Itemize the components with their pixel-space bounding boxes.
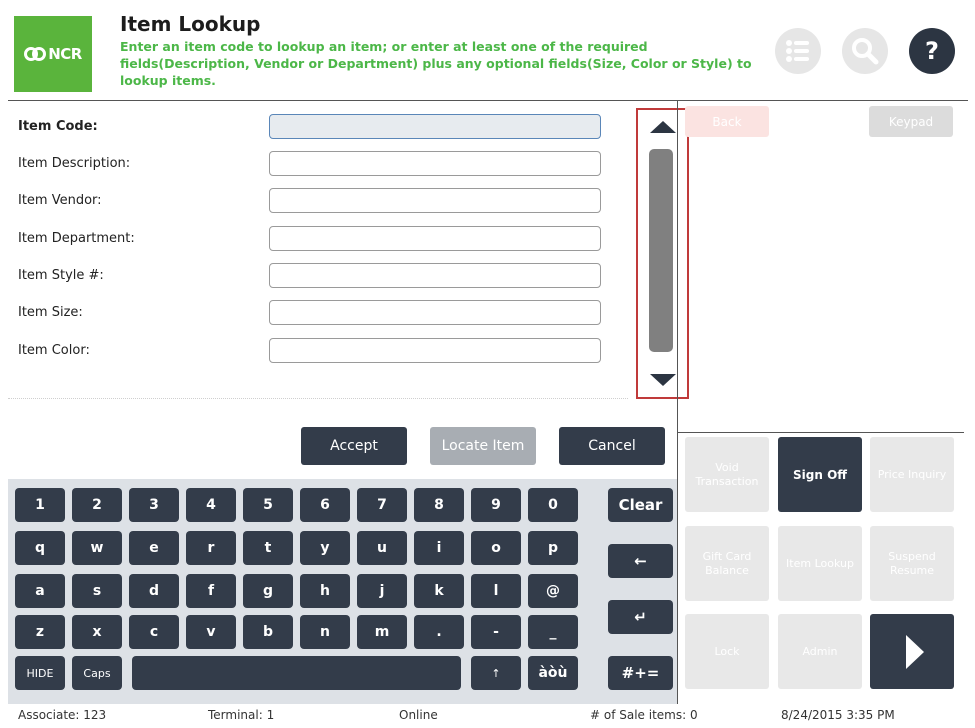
key-k[interactable]: k <box>414 574 464 608</box>
scroll-up-icon[interactable] <box>650 121 676 133</box>
key-dash[interactable]: - <box>471 615 521 649</box>
item-color-row <box>18 338 608 364</box>
shift-icon: ↑ <box>491 666 501 680</box>
price-inquiry-button[interactable]: Price Inquiry <box>870 437 954 512</box>
form-scrollbar <box>636 108 689 399</box>
item-size-label: Item Size: <box>18 305 83 320</box>
item-vendor-input[interactable] <box>269 188 601 213</box>
key-r[interactable]: r <box>186 531 236 565</box>
key-9[interactable]: 9 <box>471 488 521 522</box>
ncr-logo-mark <box>24 45 82 63</box>
lock-button[interactable]: Lock <box>685 614 769 689</box>
key-u[interactable]: u <box>357 531 407 565</box>
key-v[interactable]: v <box>186 615 236 649</box>
item-code-row <box>18 114 608 140</box>
item-description-input[interactable] <box>269 151 601 176</box>
key-s[interactable]: s <box>72 574 122 608</box>
ncr-logo <box>14 16 92 92</box>
page-title: Item Lookup <box>120 12 261 36</box>
item-color-input[interactable] <box>269 338 601 363</box>
panel-divider <box>677 101 678 704</box>
key-b[interactable]: b <box>243 615 293 649</box>
admin-button[interactable]: Admin <box>778 614 862 689</box>
accents-key[interactable]: àòù <box>528 656 578 690</box>
item-style-input[interactable] <box>269 263 601 288</box>
key-underscore[interactable]: _ <box>528 615 578 649</box>
key-q[interactable]: q <box>15 531 65 565</box>
next-page-button[interactable] <box>870 614 954 689</box>
item-description-row <box>18 151 608 177</box>
form-divider <box>8 398 628 399</box>
sign-off-button[interactable]: Sign Off <box>778 437 862 512</box>
key-f[interactable]: f <box>186 574 236 608</box>
key-e[interactable]: e <box>129 531 179 565</box>
key-d[interactable]: d <box>129 574 179 608</box>
backspace-icon: ← <box>634 552 647 570</box>
shift-key[interactable] <box>471 656 521 690</box>
key-5[interactable]: 5 <box>243 488 293 522</box>
key-period[interactable]: . <box>414 615 464 649</box>
key-i[interactable]: i <box>414 531 464 565</box>
item-style-row <box>18 263 608 289</box>
item-lookup-button[interactable]: Item Lookup <box>778 526 862 601</box>
list-menu-button[interactable] <box>775 28 821 74</box>
key-c[interactable]: c <box>129 615 179 649</box>
instructions-text: Enter an item code to lookup an item; or enter at least one of the required fields(Description, Vendor or Department) plus any optional fields(Size, Color or Style) to lookup items. <box>120 39 752 88</box>
search-icon <box>850 36 880 66</box>
logo-text: NCR <box>48 45 82 63</box>
item-department-row <box>18 226 608 252</box>
key-w[interactable]: w <box>72 531 122 565</box>
scroll-down-icon[interactable] <box>650 374 676 386</box>
key-4[interactable]: 4 <box>186 488 236 522</box>
key-p[interactable]: p <box>528 531 578 565</box>
item-color-label: Item Color: <box>18 343 90 358</box>
play-arrow-icon <box>906 635 924 669</box>
item-description-label: Item Description: <box>18 156 131 171</box>
item-size-row <box>18 300 608 326</box>
key-y[interactable]: y <box>300 531 350 565</box>
item-code-input[interactable] <box>269 114 601 139</box>
header-divider <box>8 100 968 101</box>
key-x[interactable]: x <box>72 615 122 649</box>
key-3[interactable]: 3 <box>129 488 179 522</box>
key-7[interactable]: 7 <box>357 488 407 522</box>
key-n[interactable]: n <box>300 615 350 649</box>
key-1[interactable]: 1 <box>15 488 65 522</box>
item-department-label: Item Department: <box>18 231 135 246</box>
status-datetime: 8/24/2015 3:35 PM <box>781 708 895 722</box>
key-8[interactable]: 8 <box>414 488 464 522</box>
key-l[interactable]: l <box>471 574 521 608</box>
suspend-resume-button[interactable]: Suspend Resume <box>870 526 954 601</box>
backspace-key[interactable] <box>608 544 673 578</box>
locate-item-button[interactable]: Locate Item <box>430 427 536 465</box>
key-2[interactable]: 2 <box>72 488 122 522</box>
key-m[interactable]: m <box>357 615 407 649</box>
key-h[interactable]: h <box>300 574 350 608</box>
key-6[interactable]: 6 <box>300 488 350 522</box>
caps-key[interactable]: Caps <box>72 656 122 690</box>
space-key[interactable] <box>132 656 461 690</box>
right-panel-divider <box>678 432 964 433</box>
key-j[interactable]: j <box>357 574 407 608</box>
hide-key[interactable]: HIDE <box>15 656 65 690</box>
accept-button[interactable]: Accept <box>301 427 407 465</box>
enter-key[interactable] <box>608 600 673 634</box>
enter-icon: ↵ <box>634 608 647 626</box>
back-button[interactable]: Back <box>685 106 769 137</box>
scroll-thumb[interactable] <box>649 149 673 352</box>
key-t[interactable]: t <box>243 531 293 565</box>
cancel-button[interactable]: Cancel <box>559 427 665 465</box>
clear-key[interactable]: Clear <box>608 488 673 522</box>
item-code-label: Item Code: <box>18 119 98 134</box>
item-vendor-label: Item Vendor: <box>18 193 102 208</box>
onscreen-keyboard <box>8 479 677 704</box>
help-icon: ? <box>925 37 939 65</box>
gift-card-balance-button[interactable]: Gift Card Balance <box>685 526 769 601</box>
ncr-rings-icon <box>24 47 46 61</box>
key-z[interactable]: z <box>15 615 65 649</box>
key-o[interactable]: o <box>471 531 521 565</box>
key-at[interactable]: @ <box>528 574 578 608</box>
keypad-button[interactable]: Keypad <box>869 106 953 137</box>
key-0[interactable]: 0 <box>528 488 578 522</box>
status-sale-items: # of Sale items: 0 <box>590 708 698 722</box>
header <box>0 0 975 100</box>
status-connection: Online <box>399 708 438 722</box>
item-vendor-row <box>18 188 608 214</box>
void-transaction-button[interactable]: Void Transaction <box>685 437 769 512</box>
status-associate: Associate: 123 <box>18 708 107 722</box>
symbols-key[interactable]: #+= <box>608 656 673 690</box>
status-terminal: Terminal: 1 <box>208 708 275 722</box>
list-icon <box>783 36 813 66</box>
item-style-label: Item Style #: <box>18 268 104 283</box>
search-button[interactable] <box>842 28 888 74</box>
key-a[interactable]: a <box>15 574 65 608</box>
key-g[interactable]: g <box>243 574 293 608</box>
help-button[interactable] <box>909 28 955 74</box>
item-size-input[interactable] <box>269 300 601 325</box>
item-department-input[interactable] <box>269 226 601 251</box>
